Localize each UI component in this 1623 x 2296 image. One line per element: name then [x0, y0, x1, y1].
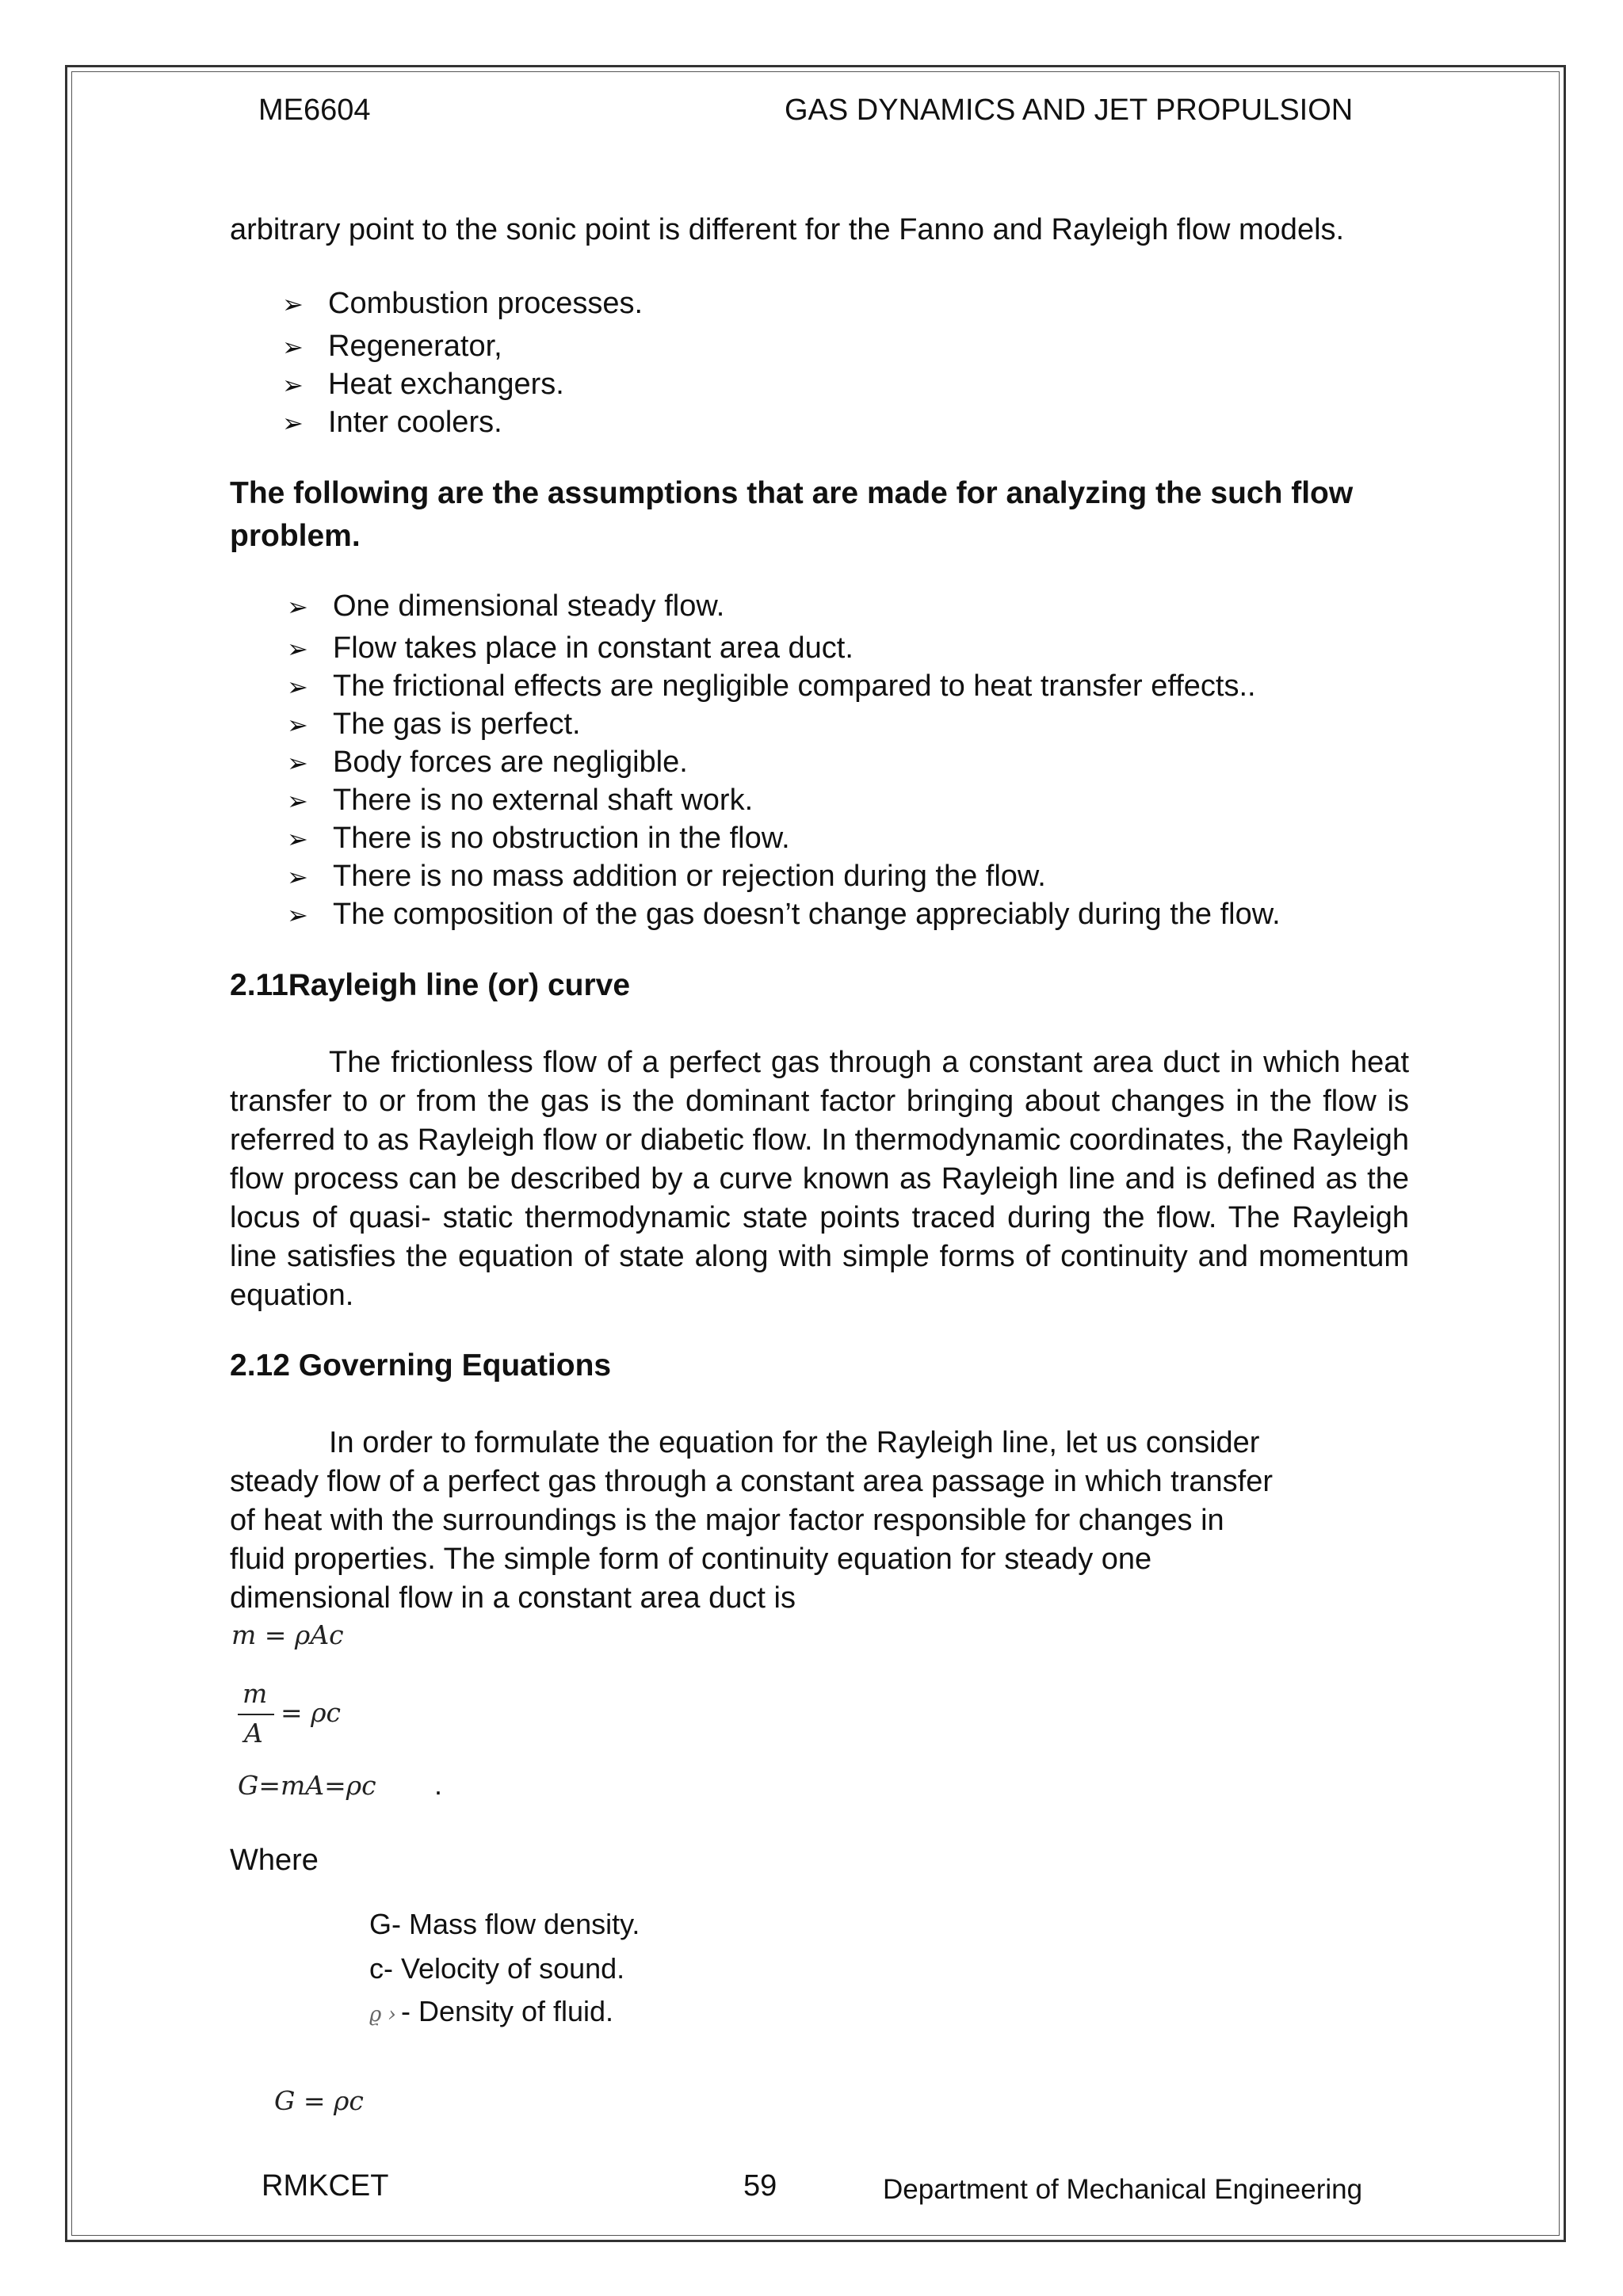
footer-page-number: 59: [743, 2169, 777, 2203]
list-item: ➢ There is no obstruction in the flow.: [287, 822, 790, 855]
equation-trailing-dot: .: [434, 1768, 443, 1801]
bullet-arrow-icon: ➢: [282, 290, 304, 318]
fraction-numerator: m: [242, 1678, 268, 1709]
fraction-bar: [238, 1714, 274, 1715]
assumptions-heading: The following are the assumptions that are made for analyzing the such flow problem.: [230, 476, 1354, 553]
section-heading-governing: 2.12 Governing Equations: [230, 1348, 612, 1383]
density-symbol: ϱ ›: [369, 2003, 396, 2027]
paragraph-line: In order to formulate the equation for the Rayleigh line, let us consider: [329, 1426, 1260, 1459]
list-item: ➢ There is no external shaft work.: [287, 784, 754, 817]
paragraph-line: dimensional flow in a constant area duct is: [230, 1581, 796, 1615]
equation-g-rho-c: G = ρc: [274, 2085, 364, 2116]
bullet-arrow-icon: ➢: [287, 749, 308, 777]
list-item: ➢ Flow takes place in constant area duct.: [287, 631, 854, 665]
list-item: ➢ Body forces are negligible.: [287, 746, 688, 779]
footer-department: Department of Mechanical Engineering: [883, 2174, 1363, 2205]
header-course-code: ME6604: [258, 93, 371, 127]
equation-mass-flow-density: G=mA=ρc: [238, 1770, 376, 1801]
bullet-arrow-icon: ➢: [287, 825, 308, 853]
list-item: ➢ There is no mass addition or rejection during the flow.: [287, 860, 1046, 893]
bullet-arrow-icon: ➢: [282, 371, 304, 399]
header-course-title: GAS DYNAMICS AND JET PROPULSION: [785, 93, 1354, 127]
intro-line: arbitrary point to the sonic point is different for the Fanno and Rayleigh flow models.: [230, 213, 1345, 246]
bullet-arrow-icon: ➢: [287, 863, 308, 891]
list-item: ➢ Inter coolers.: [282, 406, 502, 439]
bullet-arrow-icon: ➢: [287, 635, 308, 663]
definition-item: c- Velocity of sound.: [369, 1952, 625, 1985]
fraction-denominator: A: [244, 1718, 263, 1749]
definition-item: G- Mass flow density.: [369, 1908, 640, 1940]
equation-mass-flow: m = ρAc: [231, 1619, 344, 1650]
bullet-arrow-icon: ➢: [287, 593, 308, 621]
bullet-arrow-icon: ➢: [287, 711, 308, 739]
fraction-rhs: = ρc: [281, 1697, 342, 1728]
footer-institution: RMKCET: [262, 2169, 389, 2203]
equation-mass-flux: [238, 1678, 396, 1757]
paragraph-governing: [230, 1424, 1395, 1618]
paragraph-line: of heat with the surroundings is the major factor responsible for changes in: [230, 1504, 1224, 1537]
list-item: ➢ One dimensional steady flow.: [287, 589, 725, 623]
bullet-arrow-icon: ➢: [282, 409, 304, 437]
bullet-arrow-icon: ➢: [282, 333, 304, 361]
paragraph-line: fluid properties. The simple form of continuity equation for steady one: [230, 1543, 1152, 1576]
bullet-arrow-icon: ➢: [287, 787, 308, 815]
bullet-arrow-icon: ➢: [287, 901, 308, 929]
list-item: ➢ The composition of the gas doesn’t change appreciably during the flow.: [287, 898, 1281, 931]
paragraph-line: steady flow of a perfect gas through a constant area passage in which transfer: [230, 1465, 1273, 1498]
list-item: ➢ The gas is perfect.: [287, 707, 581, 741]
where-label: Where: [230, 1844, 319, 1877]
section-heading-rayleigh: 2.11Rayleigh line (or) curve: [230, 968, 631, 1002]
list-item: ➢ The frictional effects are negligible compared to heat transfer effects..: [287, 669, 1256, 703]
bullet-arrow-icon: ➢: [287, 673, 308, 701]
list-item: ➢ Heat exchangers.: [282, 368, 564, 401]
definition-item: ϱ › - Density of fluid.: [369, 1995, 614, 2027]
list-item: ➢ Combustion processes.: [282, 287, 643, 320]
list-item: ➢ Regenerator,: [282, 330, 502, 363]
paragraph-rayleigh: The frictionless flow of a perfect gas through a constant area duct in which heat transfer to or from the gas is the dominant factor bringing about changes in the flow is referred to as Rayleigh flow or diabetic flow. In thermodynamic coordinates, the Rayleigh flow process can be described by a curve known as Rayleigh line and is defined as the locus of quasi- static thermodynamic state points traced during the flow. The Rayleigh line satisfies the equation of state along with simple forms of continuity and momentum equation.: [230, 1046, 1409, 1312]
